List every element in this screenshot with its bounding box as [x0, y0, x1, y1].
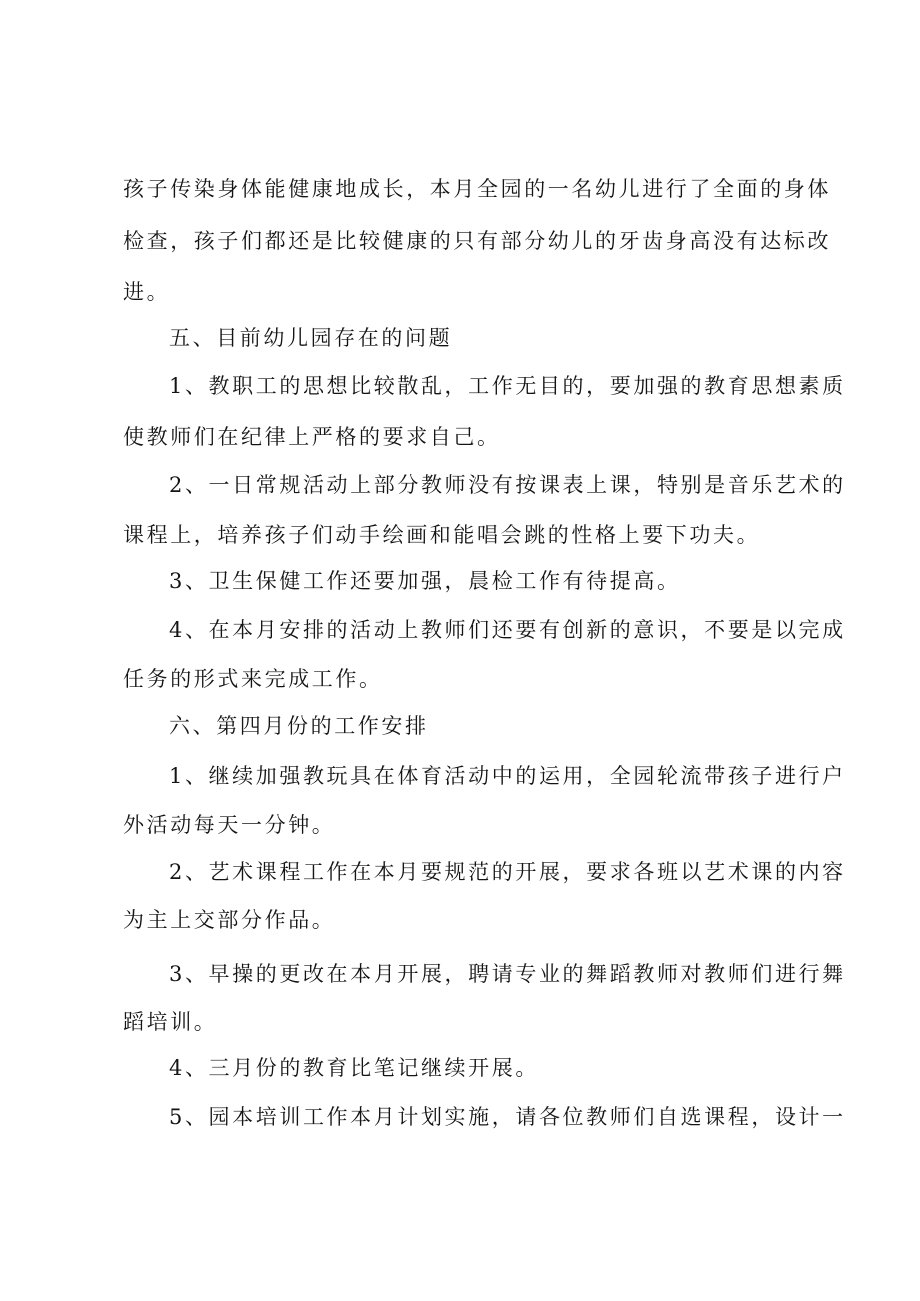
- list-item-line: 5、园本培训工作本月计划实施，请各位教师们自选课程，设计一: [169, 1105, 846, 1129]
- list-item-line: 为主上交部分作品。: [123, 908, 336, 932]
- section-heading: 五、目前幼儿园存在的问题: [169, 326, 453, 350]
- list-item-line: 4、在本月安排的活动上教师们还要有创新的意识，不要是以完成: [169, 618, 846, 642]
- list-item-line: 3、卫生保健工作还要加强，晨检工作有待提高。: [169, 569, 681, 593]
- list-item-line: 1、教职工的思想比较散乱，工作无目的，要加强的教育思想素质: [169, 374, 846, 398]
- list-item-line: 蹈培训。: [123, 1010, 218, 1034]
- paragraph-line: 检查，孩子们都还是比较健康的只有部分幼儿的牙齿身高没有达标改: [123, 229, 831, 253]
- list-item-line: 2、艺术课程工作在本月要规范的开展，要求各班以艺术课的内容: [169, 860, 846, 884]
- list-item-line: 任务的形式来完成工作。: [123, 667, 383, 691]
- section-heading: 六、第四月份的工作安排: [169, 714, 429, 738]
- paragraph-line: 进。: [123, 280, 171, 304]
- list-item-line: 课程上，培养孩子们动手绘画和能唱会跳的性格上要下功夫。: [123, 523, 761, 547]
- list-item-line: 2、一日常规活动上部分教师没有按课表上课，特别是音乐艺术的: [169, 473, 846, 497]
- list-item-line: 4、三月份的教育比笔记继续开展。: [169, 1056, 539, 1080]
- paragraph-line: 孩子传染身体能健康地成长，本月全园的一名幼儿进行了全面的身体: [123, 177, 831, 201]
- list-item-line: 3、早操的更改在本月开展，聘请专业的舞蹈教师对教师们进行舞: [169, 962, 846, 986]
- list-item-line: 1、继续加强教玩具在体育活动中的运用，全园轮流带孩子进行户: [169, 764, 846, 788]
- list-item-line: 使教师们在纪律上严格的要求自己。: [123, 425, 501, 449]
- list-item-line: 外活动每天一分钟。: [123, 813, 336, 837]
